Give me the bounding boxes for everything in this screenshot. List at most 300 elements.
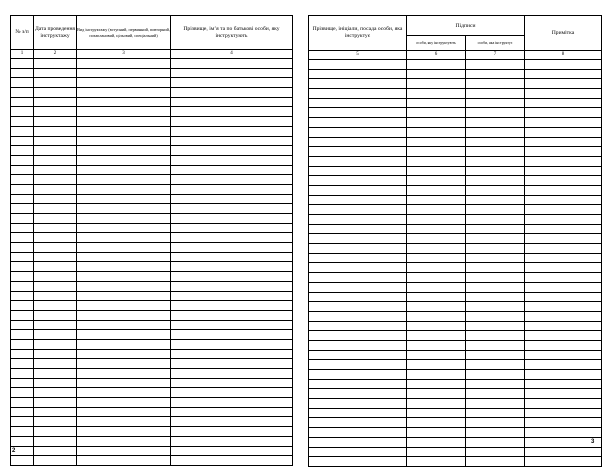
table-cell[interactable] bbox=[11, 223, 34, 233]
table-cell[interactable] bbox=[525, 428, 602, 438]
table-cell[interactable] bbox=[77, 243, 171, 253]
table-cell[interactable] bbox=[466, 340, 525, 350]
table-cell[interactable] bbox=[309, 389, 407, 399]
table-cell[interactable] bbox=[11, 378, 34, 388]
table-cell[interactable] bbox=[77, 146, 171, 156]
table-cell[interactable] bbox=[34, 59, 77, 69]
table-cell[interactable] bbox=[309, 418, 407, 428]
table-cell[interactable] bbox=[171, 165, 293, 175]
table-cell[interactable] bbox=[466, 389, 525, 399]
table-cell[interactable] bbox=[407, 234, 466, 244]
table-cell[interactable] bbox=[309, 399, 407, 409]
table-cell[interactable] bbox=[466, 205, 525, 215]
table-cell[interactable] bbox=[407, 457, 466, 467]
table-cell[interactable] bbox=[525, 98, 602, 108]
table-cell[interactable] bbox=[525, 118, 602, 128]
table-cell[interactable] bbox=[525, 205, 602, 215]
table-cell[interactable] bbox=[11, 310, 34, 320]
table-cell[interactable] bbox=[525, 244, 602, 254]
table-cell[interactable] bbox=[77, 117, 171, 127]
table-cell[interactable] bbox=[466, 428, 525, 438]
table-cell[interactable] bbox=[466, 379, 525, 389]
table-cell[interactable] bbox=[525, 331, 602, 341]
table-cell[interactable] bbox=[171, 59, 293, 69]
table-cell[interactable] bbox=[34, 446, 77, 456]
table-cell[interactable] bbox=[34, 378, 77, 388]
table-cell[interactable] bbox=[34, 175, 77, 185]
table-cell[interactable] bbox=[171, 446, 293, 456]
table-cell[interactable] bbox=[11, 291, 34, 301]
table-cell[interactable] bbox=[309, 234, 407, 244]
table-cell[interactable] bbox=[525, 253, 602, 263]
table-cell[interactable] bbox=[11, 301, 34, 311]
table-cell[interactable] bbox=[309, 127, 407, 137]
table-cell[interactable] bbox=[171, 97, 293, 107]
table-cell[interactable] bbox=[77, 310, 171, 320]
table-cell[interactable] bbox=[309, 108, 407, 118]
table-cell[interactable] bbox=[407, 302, 466, 312]
table-cell[interactable] bbox=[466, 215, 525, 225]
table-cell[interactable] bbox=[11, 88, 34, 98]
table-cell[interactable] bbox=[466, 253, 525, 263]
table-cell[interactable] bbox=[11, 97, 34, 107]
table-cell[interactable] bbox=[309, 156, 407, 166]
table-cell[interactable] bbox=[11, 436, 34, 446]
table-cell[interactable] bbox=[466, 370, 525, 380]
table-cell[interactable] bbox=[407, 60, 466, 70]
table-cell[interactable] bbox=[77, 349, 171, 359]
table-cell[interactable] bbox=[171, 194, 293, 204]
table-cell[interactable] bbox=[407, 166, 466, 176]
table-cell[interactable] bbox=[171, 88, 293, 98]
table-cell[interactable] bbox=[309, 311, 407, 321]
table-cell[interactable] bbox=[77, 252, 171, 262]
table-cell[interactable] bbox=[309, 98, 407, 108]
table-cell[interactable] bbox=[407, 418, 466, 428]
table-cell[interactable] bbox=[309, 69, 407, 79]
table-cell[interactable] bbox=[407, 176, 466, 186]
table-cell[interactable] bbox=[77, 68, 171, 78]
table-cell[interactable] bbox=[11, 417, 34, 427]
table-cell[interactable] bbox=[525, 273, 602, 283]
table-cell[interactable] bbox=[407, 370, 466, 380]
table-cell[interactable] bbox=[77, 262, 171, 272]
table-cell[interactable] bbox=[171, 175, 293, 185]
table-cell[interactable] bbox=[171, 68, 293, 78]
table-cell[interactable] bbox=[309, 79, 407, 89]
table-cell[interactable] bbox=[525, 321, 602, 331]
table-cell[interactable] bbox=[11, 146, 34, 156]
table-cell[interactable] bbox=[11, 126, 34, 136]
table-cell[interactable] bbox=[466, 185, 525, 195]
table-cell[interactable] bbox=[309, 437, 407, 447]
table-cell[interactable] bbox=[466, 263, 525, 273]
table-cell[interactable] bbox=[466, 273, 525, 283]
table-cell[interactable] bbox=[309, 176, 407, 186]
table-cell[interactable] bbox=[466, 418, 525, 428]
table-cell[interactable] bbox=[77, 301, 171, 311]
table-cell[interactable] bbox=[525, 60, 602, 70]
table-cell[interactable] bbox=[171, 214, 293, 224]
table-cell[interactable] bbox=[77, 281, 171, 291]
table-cell[interactable] bbox=[466, 292, 525, 302]
table-cell[interactable] bbox=[407, 185, 466, 195]
table-cell[interactable] bbox=[407, 331, 466, 341]
table-cell[interactable] bbox=[466, 224, 525, 234]
table-cell[interactable] bbox=[34, 117, 77, 127]
table-cell[interactable] bbox=[77, 59, 171, 69]
table-cell[interactable] bbox=[34, 398, 77, 408]
table-cell[interactable] bbox=[309, 60, 407, 70]
table-cell[interactable] bbox=[525, 282, 602, 292]
table-cell[interactable] bbox=[525, 176, 602, 186]
table-cell[interactable] bbox=[171, 427, 293, 437]
table-cell[interactable] bbox=[407, 389, 466, 399]
table-cell[interactable] bbox=[309, 185, 407, 195]
table-cell[interactable] bbox=[466, 60, 525, 70]
table-cell[interactable] bbox=[309, 89, 407, 99]
table-cell[interactable] bbox=[11, 398, 34, 408]
table-cell[interactable] bbox=[11, 339, 34, 349]
table-cell[interactable] bbox=[171, 78, 293, 88]
table-cell[interactable] bbox=[407, 408, 466, 418]
table-cell[interactable] bbox=[466, 98, 525, 108]
table-cell[interactable] bbox=[77, 126, 171, 136]
table-cell[interactable] bbox=[407, 263, 466, 273]
table-cell[interactable] bbox=[11, 359, 34, 369]
table-cell[interactable] bbox=[34, 272, 77, 282]
table-cell[interactable] bbox=[466, 127, 525, 137]
table-cell[interactable] bbox=[77, 97, 171, 107]
table-cell[interactable] bbox=[525, 234, 602, 244]
table-cell[interactable] bbox=[171, 146, 293, 156]
table-cell[interactable] bbox=[309, 360, 407, 370]
table-cell[interactable] bbox=[466, 118, 525, 128]
table-cell[interactable] bbox=[34, 301, 77, 311]
table-cell[interactable] bbox=[171, 107, 293, 117]
table-cell[interactable] bbox=[525, 340, 602, 350]
table-cell[interactable] bbox=[171, 369, 293, 379]
table-cell[interactable] bbox=[466, 350, 525, 360]
table-cell[interactable] bbox=[407, 428, 466, 438]
table-cell[interactable] bbox=[11, 214, 34, 224]
table-cell[interactable] bbox=[77, 291, 171, 301]
table-cell[interactable] bbox=[34, 155, 77, 165]
table-cell[interactable] bbox=[407, 147, 466, 157]
table-cell[interactable] bbox=[407, 350, 466, 360]
table-cell[interactable] bbox=[309, 447, 407, 457]
table-cell[interactable] bbox=[407, 282, 466, 292]
table-cell[interactable] bbox=[407, 253, 466, 263]
table-cell[interactable] bbox=[309, 137, 407, 147]
table-cell[interactable] bbox=[525, 302, 602, 312]
table-cell[interactable] bbox=[34, 223, 77, 233]
table-cell[interactable] bbox=[34, 359, 77, 369]
table-cell[interactable] bbox=[171, 349, 293, 359]
table-cell[interactable] bbox=[407, 156, 466, 166]
table-cell[interactable] bbox=[309, 302, 407, 312]
table-cell[interactable] bbox=[309, 118, 407, 128]
table-cell[interactable] bbox=[34, 126, 77, 136]
table-cell[interactable] bbox=[171, 339, 293, 349]
table-cell[interactable] bbox=[407, 244, 466, 254]
table-cell[interactable] bbox=[171, 126, 293, 136]
table-cell[interactable] bbox=[466, 166, 525, 176]
table-cell[interactable] bbox=[34, 310, 77, 320]
table-cell[interactable] bbox=[34, 136, 77, 146]
table-cell[interactable] bbox=[11, 330, 34, 340]
table-cell[interactable] bbox=[11, 117, 34, 127]
table-cell[interactable] bbox=[34, 184, 77, 194]
table-cell[interactable] bbox=[525, 379, 602, 389]
table-cell[interactable] bbox=[309, 224, 407, 234]
table-cell[interactable] bbox=[77, 417, 171, 427]
table-cell[interactable] bbox=[77, 359, 171, 369]
table-cell[interactable] bbox=[171, 223, 293, 233]
table-cell[interactable] bbox=[309, 244, 407, 254]
table-cell[interactable] bbox=[171, 272, 293, 282]
table-cell[interactable] bbox=[309, 166, 407, 176]
table-cell[interactable] bbox=[407, 224, 466, 234]
table-cell[interactable] bbox=[34, 214, 77, 224]
table-cell[interactable] bbox=[11, 204, 34, 214]
table-cell[interactable] bbox=[11, 320, 34, 330]
table-cell[interactable] bbox=[77, 436, 171, 446]
table-cell[interactable] bbox=[466, 457, 525, 467]
table-cell[interactable] bbox=[407, 118, 466, 128]
table-cell[interactable] bbox=[466, 408, 525, 418]
table-cell[interactable] bbox=[407, 273, 466, 283]
table-cell[interactable] bbox=[11, 349, 34, 359]
table-cell[interactable] bbox=[171, 310, 293, 320]
table-cell[interactable] bbox=[171, 388, 293, 398]
table-cell[interactable] bbox=[309, 292, 407, 302]
table-cell[interactable] bbox=[525, 185, 602, 195]
table-cell[interactable] bbox=[407, 98, 466, 108]
table-cell[interactable] bbox=[11, 194, 34, 204]
table-cell[interactable] bbox=[525, 311, 602, 321]
table-cell[interactable] bbox=[171, 204, 293, 214]
table-cell[interactable] bbox=[11, 407, 34, 417]
table-cell[interactable] bbox=[171, 243, 293, 253]
table-cell[interactable] bbox=[525, 447, 602, 457]
table-cell[interactable] bbox=[11, 68, 34, 78]
table-cell[interactable] bbox=[11, 165, 34, 175]
table-cell[interactable] bbox=[525, 389, 602, 399]
table-cell[interactable] bbox=[34, 330, 77, 340]
table-cell[interactable] bbox=[34, 252, 77, 262]
table-cell[interactable] bbox=[525, 437, 602, 447]
table-cell[interactable] bbox=[11, 427, 34, 437]
table-cell[interactable] bbox=[309, 457, 407, 467]
table-cell[interactable] bbox=[309, 195, 407, 205]
table-cell[interactable] bbox=[34, 417, 77, 427]
table-cell[interactable] bbox=[407, 360, 466, 370]
table-cell[interactable] bbox=[77, 184, 171, 194]
table-cell[interactable] bbox=[407, 215, 466, 225]
table-cell[interactable] bbox=[407, 205, 466, 215]
table-cell[interactable] bbox=[77, 369, 171, 379]
table-cell[interactable] bbox=[407, 311, 466, 321]
table-cell[interactable] bbox=[466, 69, 525, 79]
table-cell[interactable] bbox=[77, 155, 171, 165]
table-cell[interactable] bbox=[466, 311, 525, 321]
table-cell[interactable] bbox=[309, 331, 407, 341]
table-cell[interactable] bbox=[77, 214, 171, 224]
table-cell[interactable] bbox=[171, 233, 293, 243]
table-cell[interactable] bbox=[171, 330, 293, 340]
table-cell[interactable] bbox=[407, 437, 466, 447]
table-cell[interactable] bbox=[466, 321, 525, 331]
table-cell[interactable] bbox=[407, 108, 466, 118]
table-cell[interactable] bbox=[407, 447, 466, 457]
table-cell[interactable] bbox=[34, 388, 77, 398]
table-cell[interactable] bbox=[525, 224, 602, 234]
table-cell[interactable] bbox=[34, 436, 77, 446]
table-cell[interactable] bbox=[77, 330, 171, 340]
table-cell[interactable] bbox=[309, 215, 407, 225]
table-cell[interactable] bbox=[34, 78, 77, 88]
table-cell[interactable] bbox=[309, 321, 407, 331]
table-cell[interactable] bbox=[11, 184, 34, 194]
table-cell[interactable] bbox=[171, 281, 293, 291]
table-cell[interactable] bbox=[11, 78, 34, 88]
table-cell[interactable] bbox=[11, 252, 34, 262]
table-cell[interactable] bbox=[171, 291, 293, 301]
table-cell[interactable] bbox=[34, 88, 77, 98]
table-cell[interactable] bbox=[407, 340, 466, 350]
table-cell[interactable] bbox=[309, 263, 407, 273]
table-cell[interactable] bbox=[525, 137, 602, 147]
table-cell[interactable] bbox=[466, 331, 525, 341]
table-cell[interactable] bbox=[11, 262, 34, 272]
table-cell[interactable] bbox=[407, 127, 466, 137]
table-cell[interactable] bbox=[525, 89, 602, 99]
table-cell[interactable] bbox=[171, 262, 293, 272]
table-cell[interactable] bbox=[171, 378, 293, 388]
table-cell[interactable] bbox=[407, 69, 466, 79]
table-cell[interactable] bbox=[77, 339, 171, 349]
table-cell[interactable] bbox=[34, 243, 77, 253]
table-cell[interactable] bbox=[466, 399, 525, 409]
table-cell[interactable] bbox=[466, 244, 525, 254]
table-cell[interactable] bbox=[11, 456, 34, 466]
table-cell[interactable] bbox=[77, 378, 171, 388]
table-cell[interactable] bbox=[77, 88, 171, 98]
table-cell[interactable] bbox=[171, 407, 293, 417]
table-cell[interactable] bbox=[407, 292, 466, 302]
table-cell[interactable] bbox=[34, 107, 77, 117]
table-cell[interactable] bbox=[77, 407, 171, 417]
table-cell[interactable] bbox=[11, 155, 34, 165]
table-cell[interactable] bbox=[77, 136, 171, 146]
table-cell[interactable] bbox=[34, 339, 77, 349]
table-cell[interactable] bbox=[525, 79, 602, 89]
table-cell[interactable] bbox=[77, 272, 171, 282]
table-cell[interactable] bbox=[171, 155, 293, 165]
table-cell[interactable] bbox=[34, 349, 77, 359]
table-cell[interactable] bbox=[525, 195, 602, 205]
table-cell[interactable] bbox=[34, 281, 77, 291]
table-cell[interactable] bbox=[34, 262, 77, 272]
table-cell[interactable] bbox=[466, 234, 525, 244]
table-cell[interactable] bbox=[407, 379, 466, 389]
table-cell[interactable] bbox=[309, 370, 407, 380]
table-cell[interactable] bbox=[525, 215, 602, 225]
table-cell[interactable] bbox=[466, 156, 525, 166]
table-cell[interactable] bbox=[11, 233, 34, 243]
table-cell[interactable] bbox=[525, 69, 602, 79]
table-cell[interactable] bbox=[407, 79, 466, 89]
table-cell[interactable] bbox=[309, 350, 407, 360]
table-cell[interactable] bbox=[77, 204, 171, 214]
table-cell[interactable] bbox=[525, 263, 602, 273]
table-cell[interactable] bbox=[34, 146, 77, 156]
table-cell[interactable] bbox=[77, 388, 171, 398]
table-cell[interactable] bbox=[34, 456, 77, 466]
table-cell[interactable] bbox=[171, 136, 293, 146]
table-cell[interactable] bbox=[309, 253, 407, 263]
table-cell[interactable] bbox=[407, 195, 466, 205]
table-cell[interactable] bbox=[77, 223, 171, 233]
table-cell[interactable] bbox=[466, 447, 525, 457]
table-cell[interactable] bbox=[77, 78, 171, 88]
table-cell[interactable] bbox=[77, 427, 171, 437]
table-cell[interactable] bbox=[11, 136, 34, 146]
table-cell[interactable] bbox=[77, 446, 171, 456]
table-cell[interactable] bbox=[407, 137, 466, 147]
table-cell[interactable] bbox=[34, 97, 77, 107]
table-cell[interactable] bbox=[34, 427, 77, 437]
table-cell[interactable] bbox=[11, 243, 34, 253]
table-cell[interactable] bbox=[525, 418, 602, 428]
table-cell[interactable] bbox=[11, 281, 34, 291]
table-cell[interactable] bbox=[525, 108, 602, 118]
table-cell[interactable] bbox=[309, 282, 407, 292]
table-cell[interactable] bbox=[525, 147, 602, 157]
table-cell[interactable] bbox=[11, 388, 34, 398]
table-cell[interactable] bbox=[466, 176, 525, 186]
table-cell[interactable] bbox=[466, 147, 525, 157]
table-cell[interactable] bbox=[77, 194, 171, 204]
table-cell[interactable] bbox=[171, 184, 293, 194]
table-cell[interactable] bbox=[309, 340, 407, 350]
table-cell[interactable] bbox=[525, 399, 602, 409]
table-cell[interactable] bbox=[309, 428, 407, 438]
table-cell[interactable] bbox=[11, 272, 34, 282]
table-cell[interactable] bbox=[77, 456, 171, 466]
table-cell[interactable] bbox=[34, 407, 77, 417]
table-cell[interactable] bbox=[34, 68, 77, 78]
table-cell[interactable] bbox=[466, 360, 525, 370]
table-cell[interactable] bbox=[34, 233, 77, 243]
table-cell[interactable] bbox=[11, 59, 34, 69]
table-cell[interactable] bbox=[466, 302, 525, 312]
table-cell[interactable] bbox=[11, 175, 34, 185]
table-cell[interactable] bbox=[466, 108, 525, 118]
table-cell[interactable] bbox=[407, 399, 466, 409]
table-cell[interactable] bbox=[34, 291, 77, 301]
table-cell[interactable] bbox=[525, 350, 602, 360]
table-cell[interactable] bbox=[34, 165, 77, 175]
table-cell[interactable] bbox=[466, 437, 525, 447]
table-cell[interactable] bbox=[525, 156, 602, 166]
table-cell[interactable] bbox=[466, 79, 525, 89]
table-cell[interactable] bbox=[171, 252, 293, 262]
table-cell[interactable] bbox=[525, 457, 602, 467]
table-cell[interactable] bbox=[171, 417, 293, 427]
table-cell[interactable] bbox=[171, 456, 293, 466]
